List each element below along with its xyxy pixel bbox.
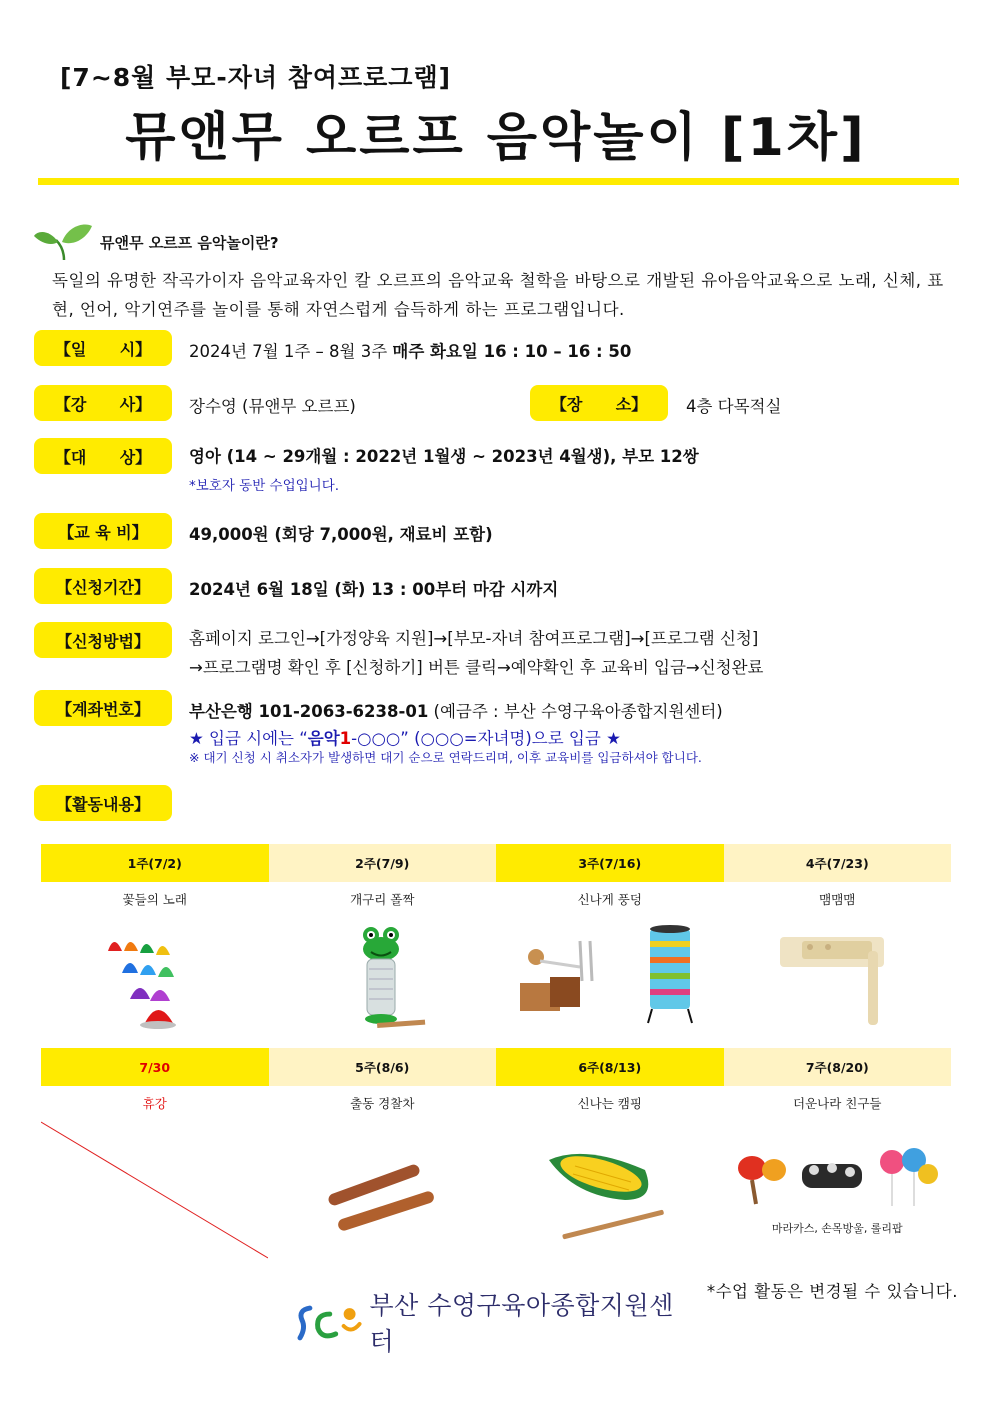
maracas-image [724,1120,952,1260]
week-2-title: 개구리 폴짝 [350,892,415,907]
week-5-title: 출동 경찰차 [350,1096,415,1111]
week-1-title: 꽃들의 노래 [122,892,187,907]
deposit-instruction [189,725,621,749]
instructor-label: 【강 사】 [34,385,172,421]
place-label: 【장 소】 [530,385,668,421]
account-number: 부산은행 101-2063-6238-01 [189,702,429,721]
week-4-header: 4주(7/23) [724,844,952,882]
deposit-text-red: 1 [339,729,352,748]
account-holder: (예금주 : 부산 수영구육아종합지원센터) [428,702,723,721]
target-note: *보호자 동반 수업입니다. [189,478,340,494]
break-week-header: 7/30 [41,1048,269,1086]
frog-guiro-image [269,916,497,1036]
week-1-header: 1주(7/2) [41,844,269,882]
corn-guiro-image [496,1120,724,1260]
period-value: 2024년 6월 18일 (화) 13 : 00부터 마감 시까지 [189,580,559,599]
week-2-header: 2주(7/9) [269,844,497,882]
deposit-text-bold: 음악 [307,729,340,748]
program-subtitle: [7~8월 부모-자녀 참여프로그램] [60,63,452,92]
fee-label: 【교 육 비】 [34,513,172,549]
target-value: 영아 (14 ~ 29개월 : 2022년 1월생 ~ 2023년 4월생), 부모 12쌍 [189,447,699,466]
account-value [189,698,723,722]
maracas-caption: 마라카스, 손목방울, 롤리팝 [771,1222,903,1235]
week-4-title: 맴맴맴 [819,892,856,907]
break-week-title: 휴강 [142,1096,167,1111]
schedule-value [189,338,631,362]
week-7-title: 더운나라 친구들 [793,1096,882,1111]
claves-image [269,1120,497,1260]
center-name: 부산 수영구육아종합지원센터 [369,1291,674,1356]
account-label: 【계좌번호】 [34,690,172,726]
waitlist-note: ※ 대기 신청 시 취소자가 발생하면 대기 순으로 연락드리며, 이후 교육비를 입금하셔야 합니다. [189,750,702,765]
center-logo-icon [296,1300,364,1344]
week-6-header: 6주(8/13) [496,1048,724,1086]
period-label: 【신청기간】 [34,568,172,604]
week-7-header: 7주(8/20) [724,1048,952,1086]
activity-grid-row-1 [41,844,951,1036]
schedule-time: 매주 화요일 16 : 10 – 16 : 50 [392,342,632,361]
wooden-ratchet-image [724,916,952,1036]
fee-value: 49,000원 (회당 7,000원, 재료비 포함) [189,525,493,544]
method-line-2: →프로그램명 확인 후 [신청하기] 버튼 클릭→예약확인 후 교육비 입금→신청완료 [189,658,764,677]
change-notice: *수업 활동은 변경될 수 있습니다. [706,1282,958,1301]
week-3-title: 신나게 풍덩 [577,892,642,907]
activity-grid-row-2 [41,1048,951,1260]
star-icon: ★ [189,729,204,748]
woodblock-and-drum-image [496,916,724,1036]
sprout-leaf-icon [34,220,94,262]
week-5-header: 5주(8/6) [269,1048,497,1086]
star-icon: ★ [606,729,621,748]
method-label: 【신청방법】 [34,622,172,658]
schedule-label: 【일 시】 [34,330,172,366]
deposit-text-after: -○○○” (○○○=자녀명)으로 입금 [351,729,607,748]
program-title: 뮤앤무 오르프 음악놀이 [1차] [125,108,867,168]
bells-image [41,916,269,1036]
instructor-value: 장수영 (뮤앤무 오르프) [189,397,356,416]
week-3-header: 3주(7/16) [496,844,724,882]
intro-heading: 뮤앤무 오르프 음악놀이란? [100,234,279,252]
place-value: 4층 다목적실 [686,397,782,416]
deposit-text-before: 입금 시에는 “ [203,729,308,748]
method-line-1: 홈페이지 로그인→[가정양육 지원]→[부모-자녀 참여프로그램]→[프로그램 신청] [189,629,759,648]
intro-description: 독일의 유명한 작곡가이자 음악교육자인 칼 오르프의 음악교육 철학을 바탕으로 개발된 유아음악교육으로 노래, 신체, 표현, 언어, 악기연주를 놀이를 통해 자연스럽게 습득하게 하는 프로그램입니다. [52,271,944,319]
activity-label: 【활동내용】 [34,785,172,821]
title-underline [38,178,959,185]
center-logo [296,1291,696,1356]
week-6-title: 신나는 캠핑 [577,1096,642,1111]
break-cell-strike [41,1120,269,1260]
target-label: 【대 상】 [34,438,172,474]
schedule-dates: 2024년 7월 1주 – 8월 3주 [189,342,393,361]
